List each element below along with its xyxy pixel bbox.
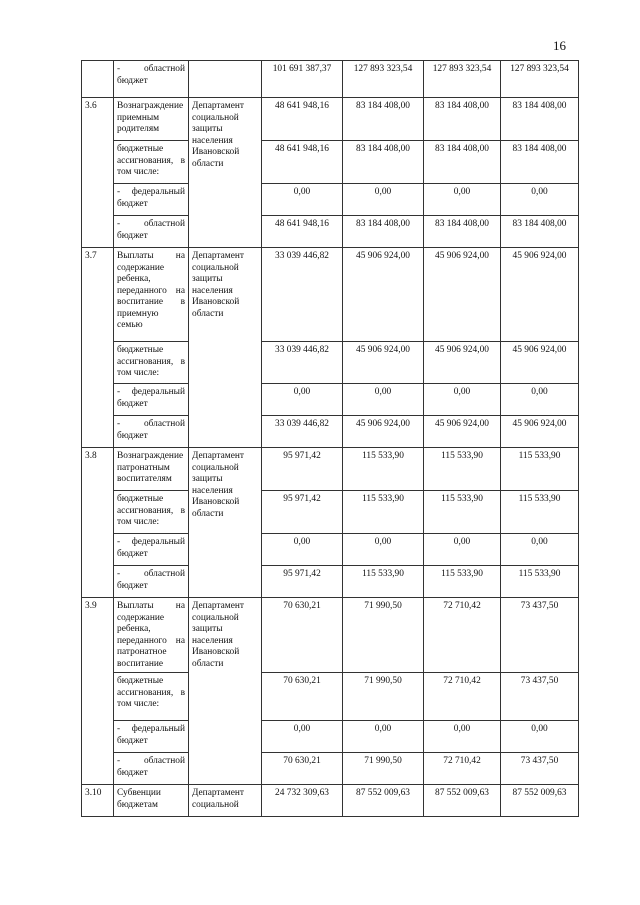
amount-cell: 83 184 408,00	[424, 141, 501, 184]
amount-cell: 83 184 408,00	[343, 98, 424, 141]
amount-cell: 48 641 948,16	[262, 98, 343, 141]
amount-cell: 83 184 408,00	[343, 141, 424, 184]
department-cell	[189, 61, 262, 98]
table-row	[82, 785, 579, 817]
amount-cell: 95 971,42	[262, 491, 343, 534]
amount-cell: 70 630,21	[262, 673, 343, 721]
amount-cell: 115 533,90	[501, 448, 579, 491]
amount-cell: 33 039 446,82	[262, 248, 343, 342]
department-cell: Департамент социальной	[189, 785, 262, 817]
amount-cell: 72 710,42	[424, 598, 501, 673]
amount-cell: 83 184 408,00	[424, 98, 501, 141]
amount-cell: 45 906 924,00	[343, 248, 424, 342]
item-name-cell: - областной бюджет	[114, 416, 189, 448]
item-name-cell: - областной бюджет	[114, 216, 189, 248]
amount-cell: 95 971,42	[262, 566, 343, 598]
amount-cell: 71 990,50	[343, 673, 424, 721]
item-name-cell: Вознаграждение приемным родителям	[114, 98, 189, 141]
amount-cell: 83 184 408,00	[501, 216, 579, 248]
amount-cell: 73 437,50	[501, 673, 579, 721]
amount-cell: 115 533,90	[343, 566, 424, 598]
row-number-cell: 3.10	[82, 785, 114, 817]
item-name-cell: бюджетные ассигнования, в том числе:	[114, 673, 189, 721]
table-row	[82, 753, 579, 785]
item-name-cell: - федеральный бюджет	[114, 384, 189, 416]
item-name-cell: бюджетные ассигнования, в том числе:	[114, 141, 189, 184]
amount-cell: 0,00	[501, 534, 579, 566]
amount-cell: 73 437,50	[501, 753, 579, 785]
amount-cell: 72 710,42	[424, 753, 501, 785]
row-number-cell	[82, 61, 114, 98]
amount-cell: 101 691 387,37	[262, 61, 343, 98]
amount-cell: 45 906 924,00	[424, 342, 501, 384]
table-row	[82, 141, 579, 184]
amount-cell: 127 893 323,54	[501, 61, 579, 98]
table-row	[82, 721, 579, 753]
item-name-cell: - областной бюджет	[114, 566, 189, 598]
department-cell: Департамент социальной защиты населения Ивановской области	[189, 248, 262, 448]
amount-cell: 0,00	[343, 534, 424, 566]
budget-table	[81, 60, 579, 817]
table-row	[82, 448, 579, 491]
table-row	[82, 491, 579, 534]
amount-cell: 115 533,90	[424, 448, 501, 491]
amount-cell: 0,00	[424, 184, 501, 216]
amount-cell: 127 893 323,54	[424, 61, 501, 98]
table-row	[82, 416, 579, 448]
amount-cell: 45 906 924,00	[343, 342, 424, 384]
table-row	[82, 184, 579, 216]
amount-cell: 95 971,42	[262, 448, 343, 491]
amount-cell: 0,00	[262, 384, 343, 416]
amount-cell: 0,00	[424, 721, 501, 753]
amount-cell: 115 533,90	[424, 566, 501, 598]
row-number-cell: 3.9	[82, 598, 114, 785]
table-row	[82, 216, 579, 248]
table-row	[82, 598, 579, 673]
amount-cell: 0,00	[424, 534, 501, 566]
amount-cell: 71 990,50	[343, 598, 424, 673]
amount-cell: 83 184 408,00	[501, 98, 579, 141]
row-number-cell: 3.7	[82, 248, 114, 448]
amount-cell: 0,00	[424, 384, 501, 416]
amount-cell: 83 184 408,00	[424, 216, 501, 248]
amount-cell: 115 533,90	[501, 491, 579, 534]
page-number: 16	[553, 38, 566, 53]
table-row	[82, 342, 579, 384]
amount-cell: 73 437,50	[501, 598, 579, 673]
table-row	[82, 248, 579, 342]
amount-cell: 87 552 009,63	[424, 785, 501, 817]
amount-cell: 87 552 009,63	[501, 785, 579, 817]
amount-cell: 0,00	[343, 184, 424, 216]
row-number-cell: 3.8	[82, 448, 114, 598]
amount-cell: 0,00	[501, 184, 579, 216]
table-row	[82, 384, 579, 416]
amount-cell: 33 039 446,82	[262, 416, 343, 448]
amount-cell: 45 906 924,00	[343, 416, 424, 448]
amount-cell: 115 533,90	[343, 491, 424, 534]
amount-cell: 115 533,90	[424, 491, 501, 534]
amount-cell: 0,00	[501, 721, 579, 753]
item-name-cell: - областной бюджет	[114, 753, 189, 785]
amount-cell: 115 533,90	[343, 448, 424, 491]
amount-cell: 45 906 924,00	[501, 342, 579, 384]
amount-cell: 45 906 924,00	[501, 248, 579, 342]
row-number-cell: 3.6	[82, 98, 114, 248]
table-row	[82, 61, 579, 98]
item-name-cell: бюджетные ассигнования, в том числе:	[114, 342, 189, 384]
amount-cell: 70 630,21	[262, 753, 343, 785]
table-row	[82, 98, 579, 141]
department-cell: Департамент социальной защиты населения Ивановской области	[189, 448, 262, 598]
budget-table-body	[82, 61, 579, 817]
department-cell: Департамент социальной защиты населения Ивановской области	[189, 98, 262, 248]
amount-cell: 83 184 408,00	[343, 216, 424, 248]
item-name-cell: Вознаграждение патронатным воспитателям	[114, 448, 189, 491]
amount-cell: 48 641 948,16	[262, 216, 343, 248]
item-name-cell: - федеральный бюджет	[114, 184, 189, 216]
amount-cell: 33 039 446,82	[262, 342, 343, 384]
table-row	[82, 534, 579, 566]
table-row	[82, 566, 579, 598]
amount-cell: 83 184 408,00	[501, 141, 579, 184]
amount-cell: 0,00	[343, 721, 424, 753]
amount-cell: 115 533,90	[501, 566, 579, 598]
amount-cell: 72 710,42	[424, 673, 501, 721]
item-name-cell: Выплаты на содержание ребенка, переданного на патронатное воспитание	[114, 598, 189, 673]
item-name-cell: Выплаты на содержание ребенка, переданного на воспитание в приемную семью	[114, 248, 189, 342]
amount-cell: 0,00	[262, 534, 343, 566]
amount-cell: 0,00	[343, 384, 424, 416]
amount-cell: 70 630,21	[262, 598, 343, 673]
amount-cell: 0,00	[262, 721, 343, 753]
amount-cell: 0,00	[501, 384, 579, 416]
amount-cell: 45 906 924,00	[424, 248, 501, 342]
amount-cell: 45 906 924,00	[424, 416, 501, 448]
table-row	[82, 673, 579, 721]
amount-cell: 48 641 948,16	[262, 141, 343, 184]
item-name-cell: бюджетные ассигнования, в том числе:	[114, 491, 189, 534]
amount-cell: 87 552 009,63	[343, 785, 424, 817]
amount-cell: 127 893 323,54	[343, 61, 424, 98]
item-name-cell: - федеральный бюджет	[114, 721, 189, 753]
item-name-cell: Субвенции бюджетам	[114, 785, 189, 817]
amount-cell: 24 732 309,63	[262, 785, 343, 817]
amount-cell: 45 906 924,00	[501, 416, 579, 448]
item-name-cell: - областной бюджет	[114, 61, 189, 98]
department-cell: Департамент социальной защиты населения Ивановской области	[189, 598, 262, 785]
item-name-cell: - федеральный бюджет	[114, 534, 189, 566]
amount-cell: 0,00	[262, 184, 343, 216]
amount-cell: 71 990,50	[343, 753, 424, 785]
